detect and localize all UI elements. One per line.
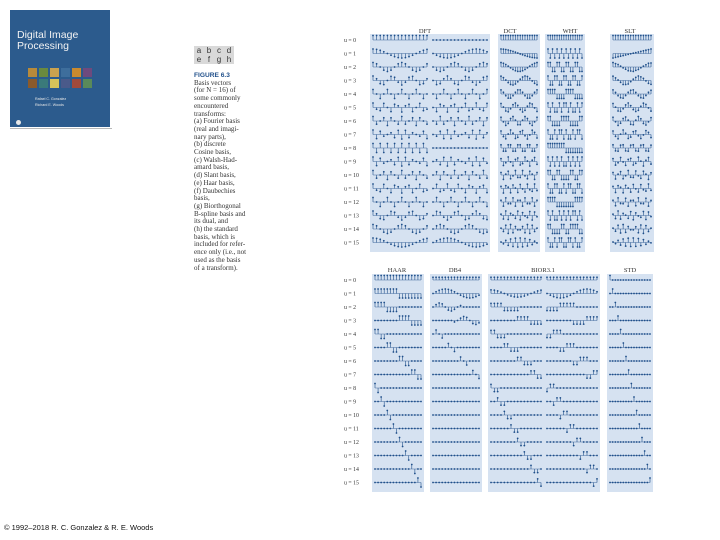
basis-panel-bg: [372, 274, 424, 492]
figure-caption-head: FIGURE 6.3: [194, 72, 230, 79]
basis-column-title: HAAR: [387, 267, 407, 274]
book-title-line2: Processing: [17, 40, 69, 52]
basis-row-label: u = 13: [344, 453, 359, 460]
panel-letter: d: [224, 46, 234, 55]
basis-row-label: u = 14: [344, 467, 359, 473]
basis-column-title: DB4: [448, 267, 462, 274]
basis-row-label: u = 5: [344, 105, 356, 112]
book-author-2: Richard E. Woods: [35, 103, 64, 107]
basis-column-title: BIOR3.1: [531, 267, 555, 274]
panel-letter: a: [194, 46, 204, 55]
basis-panel-bg: [430, 274, 482, 492]
basis-column-title: SLT: [624, 28, 636, 35]
basis-panel-bg: [498, 34, 540, 252]
book-title-line1: Digital Image: [17, 29, 79, 41]
basis-row-label: u = 9: [344, 159, 356, 166]
basis-row-label: u = 8: [344, 146, 356, 152]
basis-row-label: u = 3: [344, 318, 356, 325]
basis-row-label: u = 11: [344, 426, 359, 433]
basis-row-label: u = 7: [344, 132, 356, 139]
basis-row-label: u = 12: [344, 440, 359, 446]
basis-row-label: u = 1: [344, 291, 356, 298]
figure-caption-body: Basis vectors (for N = 16) of some commonly encountered transforms: (a) Fourier basis (real and imagi- nary parts), (b) discrete Cosine basis, (c) Walsh-Had- amard basis, (d) Slant basis, (e) Haar basis, (f) Daubechies basis, (g) Biorthogonal B-spline basis and its dual, and (h) the standard basis, which is included for refer- ence only (i.e., not used as the basis of a transform).: [194, 78, 247, 272]
basis-row-label: u = 2: [344, 305, 356, 311]
basis-row-label: u = 10: [344, 413, 359, 419]
basis-row-label: u = 6: [344, 119, 356, 125]
basis-row-label: u = 4: [344, 92, 356, 98]
basis-row-label: u = 13: [344, 213, 359, 220]
basis-row-label: u = 5: [344, 345, 356, 352]
basis-row-label: u = 7: [344, 372, 356, 379]
basis-column-title: DFT: [418, 28, 432, 35]
panel-letter: e: [194, 55, 204, 64]
basis-row-label: u = 15: [344, 480, 359, 487]
panel-letter: b: [204, 46, 214, 55]
basis-row-label: u = 6: [344, 359, 356, 365]
basis-row-label: u = 0: [344, 38, 356, 44]
basis-row-label: u = 15: [344, 240, 359, 247]
basis-column-title: DCT: [503, 28, 517, 35]
basis-row-label: u = 2: [344, 65, 356, 71]
basis-panel-bg: [610, 34, 654, 252]
book-author-1: Rafael C. Gonzalez: [35, 97, 67, 101]
basis-column-title: WHT: [562, 28, 578, 35]
basis-panel-bg: [607, 274, 653, 492]
basis-row-label: u = 8: [344, 386, 356, 392]
copyright-notice: © 1992–2018 R. C. Gonzalez & R. E. Woods: [4, 523, 154, 532]
basis-row-label: u = 11: [344, 186, 359, 193]
basis-row-label: u = 10: [344, 173, 359, 179]
basis-column-title: STD: [623, 267, 637, 274]
panel-letter: f: [204, 55, 214, 64]
basis-row-label: u = 12: [344, 200, 359, 206]
panel-letter: h: [224, 55, 234, 64]
basis-row-label: u = 4: [344, 332, 356, 338]
basis-row-label: u = 1: [344, 51, 356, 58]
panel-letter: g: [214, 55, 224, 64]
basis-row-label: u = 9: [344, 399, 356, 406]
basis-row-label: u = 0: [344, 278, 356, 284]
panel-letter: c: [214, 46, 224, 55]
basis-row-label: u = 3: [344, 78, 356, 85]
basis-row-label: u = 14: [344, 227, 359, 233]
